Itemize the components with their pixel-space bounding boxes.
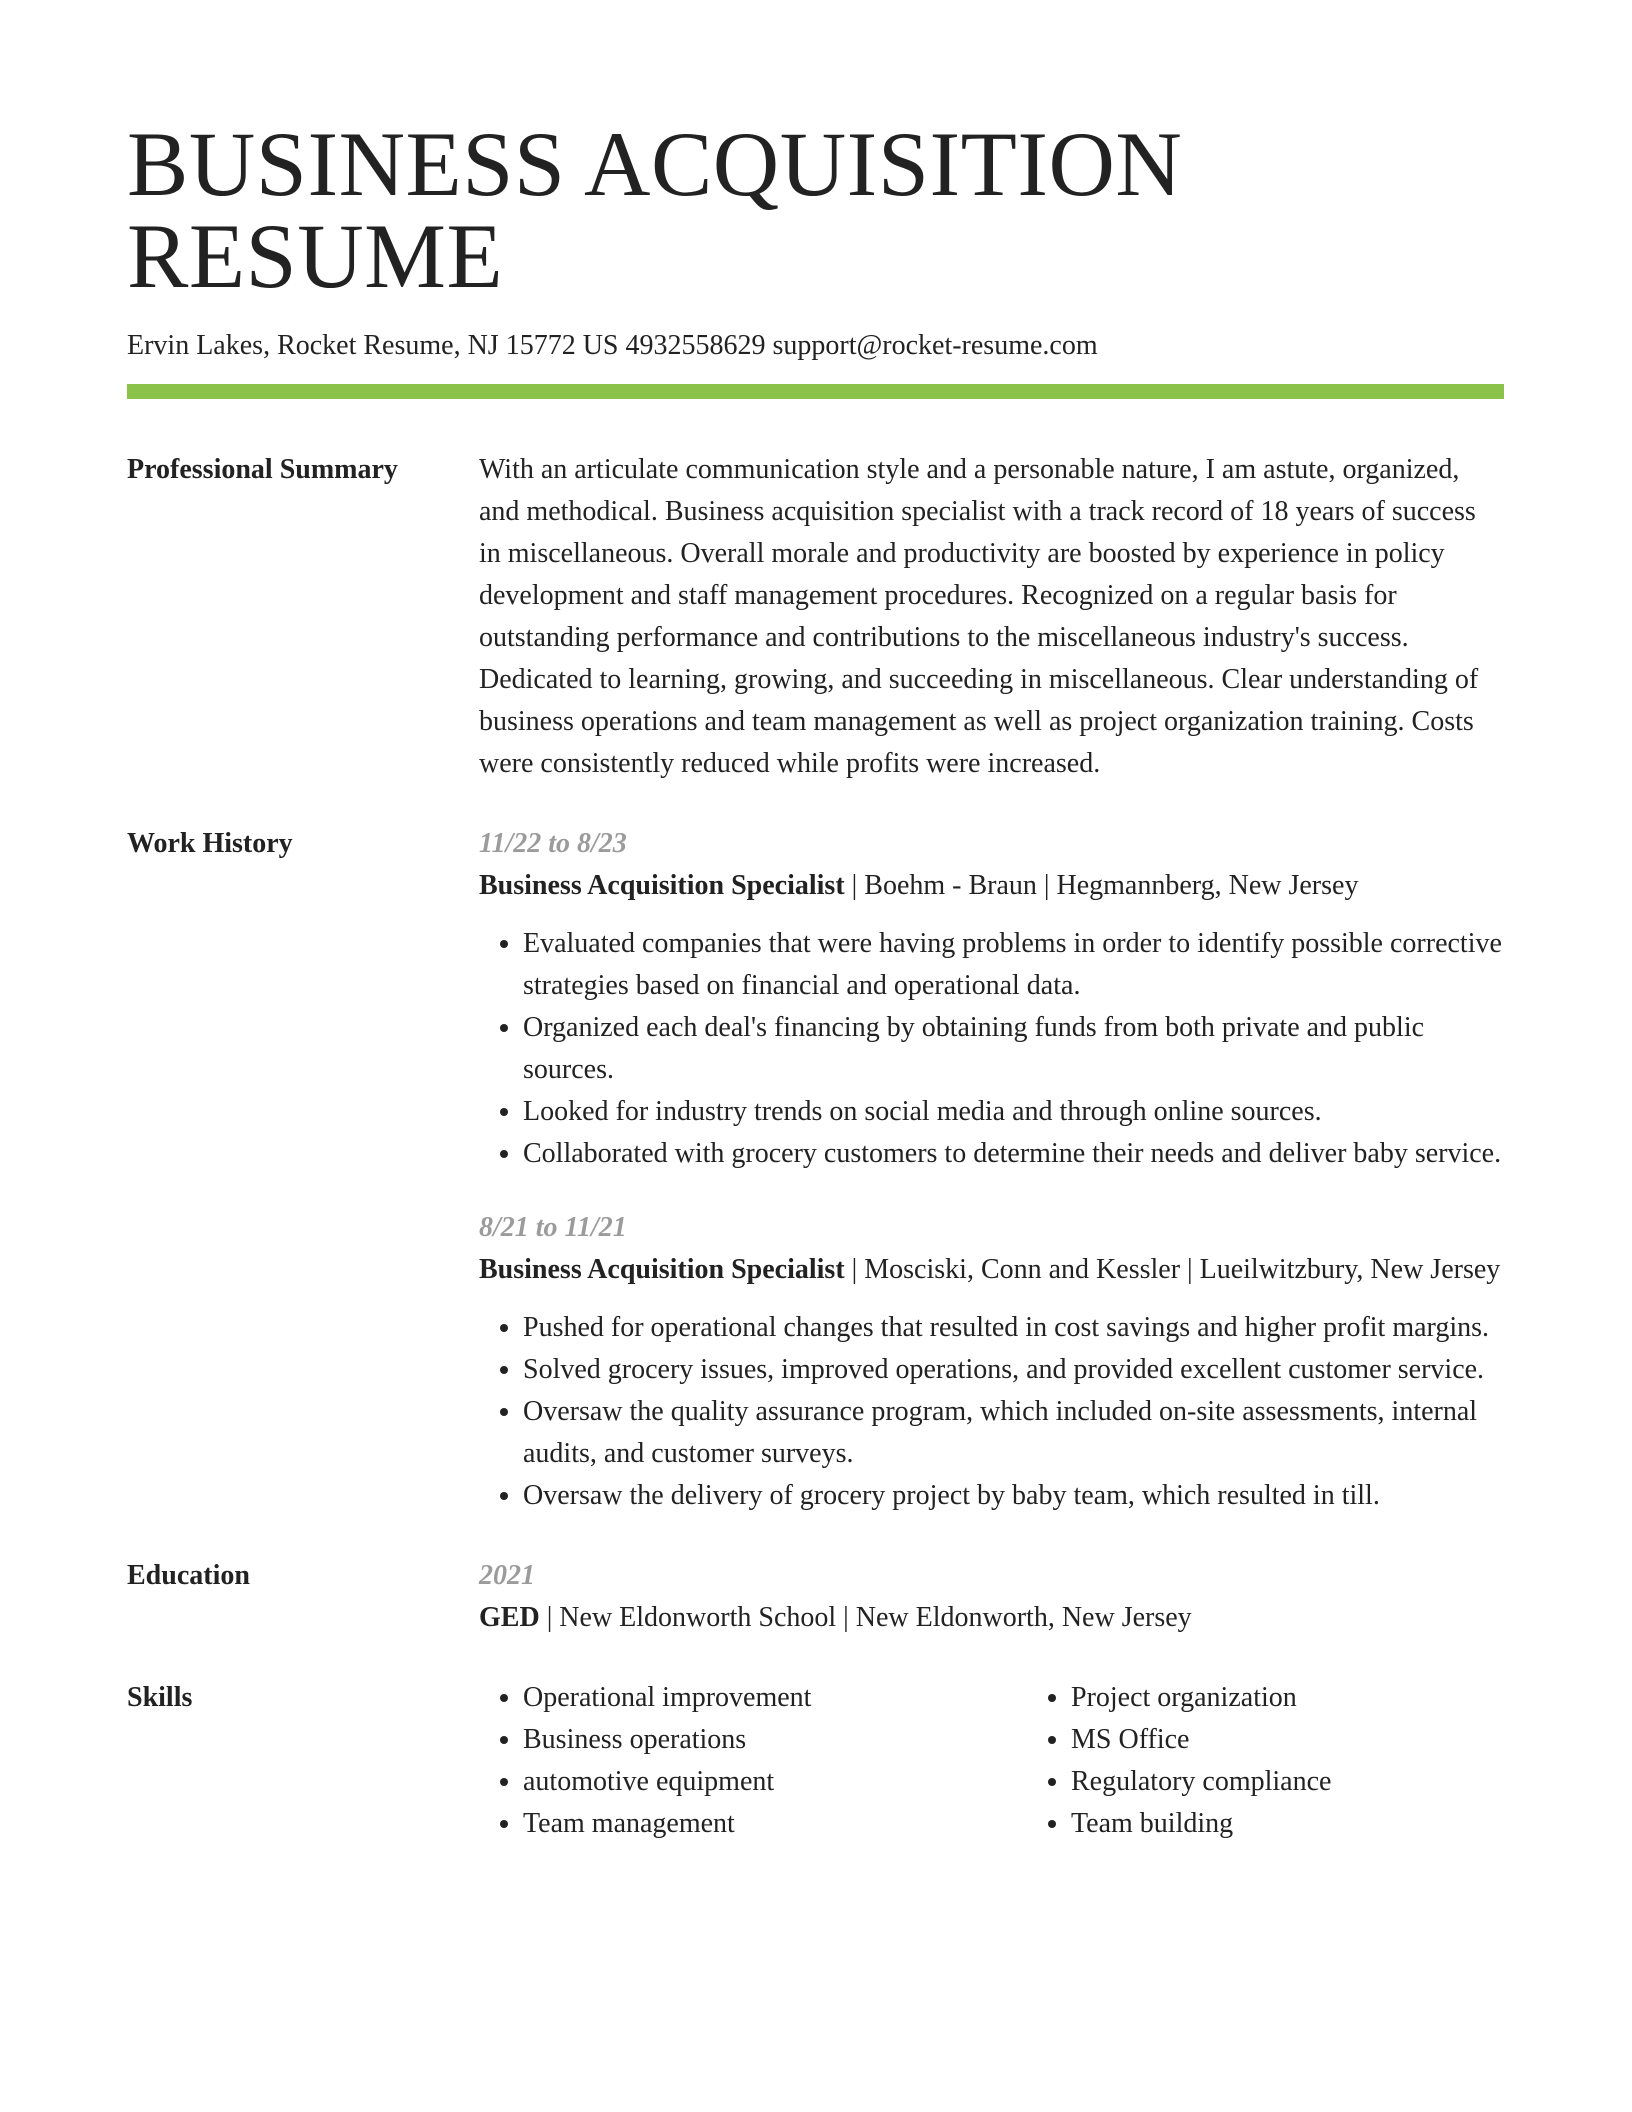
skill-item: • Regulatory compliance [1071,1761,1575,1803]
summary-section [127,449,1504,785]
education-label: Education [127,1560,250,1592]
job-duty: • Looked for industry trends on social media and through online sources. [523,1091,1504,1133]
skill-item: • Team building [1071,1803,1575,1845]
job-dates: 8/21 to 11/21 [479,1212,627,1244]
job-dates: 11/22 to 8/23 [479,828,627,860]
contact-line: Ervin Lakes, Rocket Resume, NJ 15772 US 4932558629 support@rocket-resume.com [127,330,1098,361]
job-entry [479,1207,1504,1517]
job-heading [479,865,1504,907]
skills-column-left [479,1677,1027,1845]
skill-item: • MS Office [1071,1719,1575,1761]
header-accent-rule [127,384,1504,399]
resume-title: BUSINESS ACQUISITION RESUME [127,113,1183,307]
summary-text: With an articulate communication style and a personable nature, I am astute, organized, and methodical. Business acquisition specialist with a track record of 18 years of success in miscellaneous. Overall morale and productivity are boosted by experience in policy development and staff management procedures. Recognized on a regular basis for outstanding performance and contributions to the miscellaneous industry's success. Dedicated to learning, growing, and succeeding in miscellaneous. Clear understanding of business operations and team management as well as project organization training. Costs were consistently reduced while profits were increased. [479,454,1479,780]
job-duty: • Solved grocery issues, improved operations, and provided excellent customer service. [523,1349,1504,1391]
skill-item: • Project organization [1071,1677,1575,1719]
job-duty: • Evaluated companies that were having problems in order to identify possible corrective strategies based on financial and operational data. [523,923,1504,1007]
job-employer-location: | Mosciski, Conn and Kessler | Lueilwitzbury, New Jersey [844,1254,1501,1286]
education-year: 2021 [479,1560,535,1592]
education-school-location: | New Eldonworth School | New Eldonworth, New Jersey [539,1602,1192,1634]
job-duty: • Oversaw the quality assurance program, which included on-site assessments, internal audits, and customer surveys. [523,1391,1504,1475]
job-title: Business Acquisition Specialist [479,1254,845,1286]
job-duty: • Organized each deal's financing by obtaining funds from both private and public sources. [523,1007,1504,1091]
skill-item: • Team management [523,1803,1027,1845]
job-duty: • Pushed for operational changes that resulted in cost savings and higher profit margins. [523,1307,1504,1349]
job-title: Business Acquisition Specialist [479,870,845,902]
work-history-label: Work History [127,828,293,860]
job-duties-list [479,1307,1504,1517]
education-section [127,1555,1504,1639]
education-degree: GED [479,1602,540,1634]
education-heading [479,1597,1504,1639]
skill-item: • automotive equipment [523,1761,1027,1803]
job-heading [479,1249,1504,1291]
summary-label: Professional Summary [127,454,398,486]
job-duty: • Oversaw the delivery of grocery project by baby team, which resulted in till. [523,1475,1504,1517]
work-history-section [127,823,1504,1517]
skill-item: • Business operations [523,1719,1027,1761]
skills-label: Skills [127,1682,193,1714]
skill-item: • Operational improvement [523,1677,1027,1719]
job-duties-list [479,923,1504,1175]
skills-grid [479,1677,1575,1845]
job-duty: • Collaborated with grocery customers to determine their needs and deliver baby service. [523,1133,1504,1175]
skills-section [127,1677,1504,1845]
job-employer-location: | Boehm - Braun | Hegmannberg, New Jersey [844,870,1359,902]
skills-column-right [1027,1677,1575,1845]
job-entry [479,823,1504,1175]
